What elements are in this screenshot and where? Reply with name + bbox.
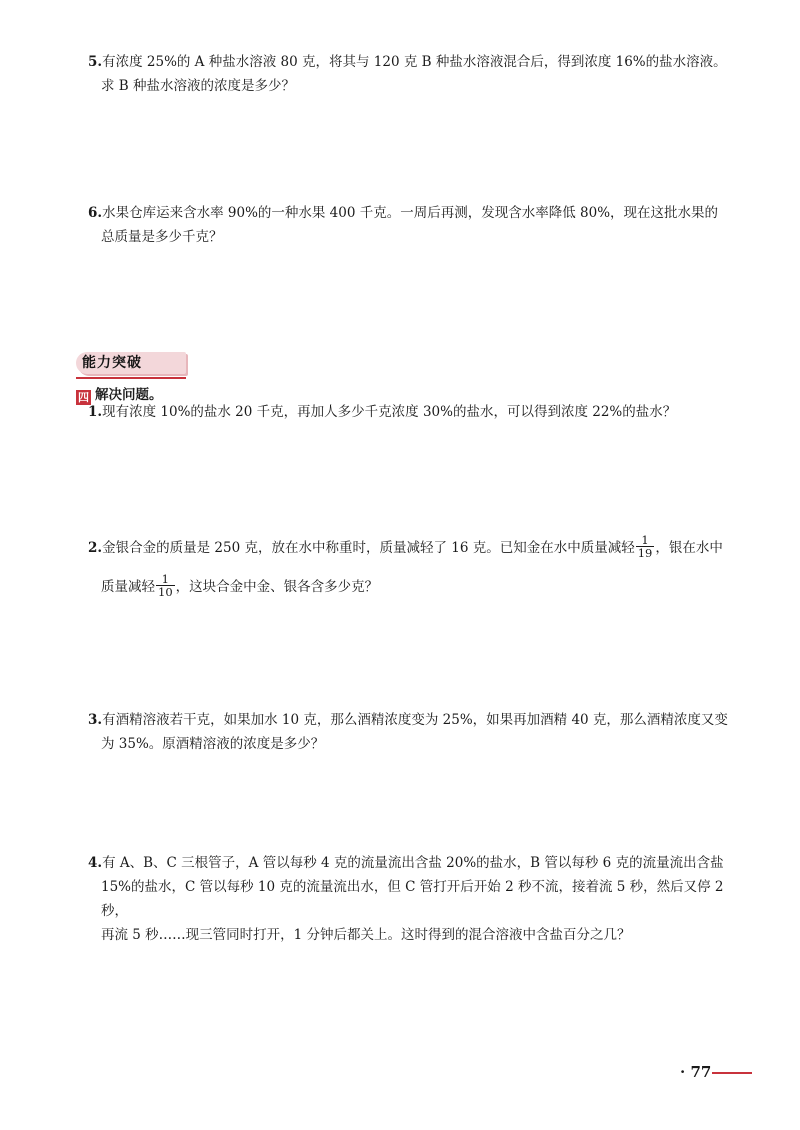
problem-number: 4. xyxy=(88,855,103,871)
problem-5 xyxy=(88,50,728,98)
problem-number: 5. xyxy=(88,54,103,70)
problem-number: 3. xyxy=(88,712,103,728)
section-divider xyxy=(76,377,186,379)
problem-text: 有浓度 25%的 A 种盐水溶液 80 克，将其与 120 克 B 种盐水溶液混合后，得到浓度 16%的盐水溶液。 xyxy=(102,54,727,70)
problem-text: 现有浓度 10%的盐水 20 千克，再加人多少千克浓度 30%的盐水，可以得到浓度 22%的盐水？ xyxy=(102,404,677,420)
section-title: 能力突破 xyxy=(76,352,186,374)
problem-number: 2. xyxy=(88,540,103,556)
problem-text-line3: 再流 5 秒……现三管同时打开，1 分钟后都关上。这时得到的混合溶液中含盐百分之几？ xyxy=(101,927,631,943)
fraction-one-tenth: $\frac{1}{10}$ xyxy=(158,572,173,599)
problem-text-line2: 15%的盐水，C 管以每秒 10 克的流量流出水，但 C 管打开后开始 2 秒不流，接着流 5 秒，然后又停 2 秒， xyxy=(101,879,724,919)
problem-text-line2: 求 B 种盐水溶液的浓度是多少？ xyxy=(101,78,296,94)
problem-text: 有酒精溶液若干克，如果加水 10 克，那么酒精浓度变为 25%，如果再加酒精 40 克，那么酒精浓度又变 xyxy=(102,712,728,728)
section-label-text: 解决问题。 xyxy=(95,387,163,403)
problem-2: 2.金银合金的质量是 250 克，放在水中称重时，质量减轻了 16 克。已知金在水中质量减轻 $\frac{1}{19}$ ，银在水中 xyxy=(88,533,723,560)
problem-text: 金银合金的质量是 250 克，放在水中称重时，质量减轻了 16 克。已知金在水中质量减轻 xyxy=(102,540,635,556)
problem-number: 1. xyxy=(88,404,103,420)
problem-4 xyxy=(88,851,728,947)
page-number-rule xyxy=(712,1072,752,1074)
problem-3 xyxy=(88,708,728,756)
problem-text-line2: 为 35%。原酒精溶液的浓度是多少？ xyxy=(101,736,325,752)
problem-1 xyxy=(88,400,728,424)
problem-text-line2: 总质量是多少千克？ xyxy=(101,229,223,245)
page-number: · 77 xyxy=(680,1063,712,1081)
problem-text: 水果仓库运来含水率 90%的一种水果 400 千克。一周后再测，发现含水率降低 80%，现在这批水果的 xyxy=(102,205,719,221)
problem-2-line2: 质量减轻 $\frac{1}{10}$ ，这块合金中金、银各含多少克？ xyxy=(101,572,379,599)
fraction-one-nineteenth: $\frac{1}{19}$ xyxy=(637,533,653,560)
problem-number: 6. xyxy=(88,205,103,221)
problem-text: 有 A、B、C 三根管子，A 管以每秒 4 克的流量流出含盐 20%的盐水，B 管以每秒 6 克的流量流出含盐 xyxy=(102,855,724,871)
problem-text: 质量减轻 xyxy=(101,579,155,595)
problem-6 xyxy=(88,201,728,249)
section-number-badge: 四 xyxy=(78,391,89,404)
